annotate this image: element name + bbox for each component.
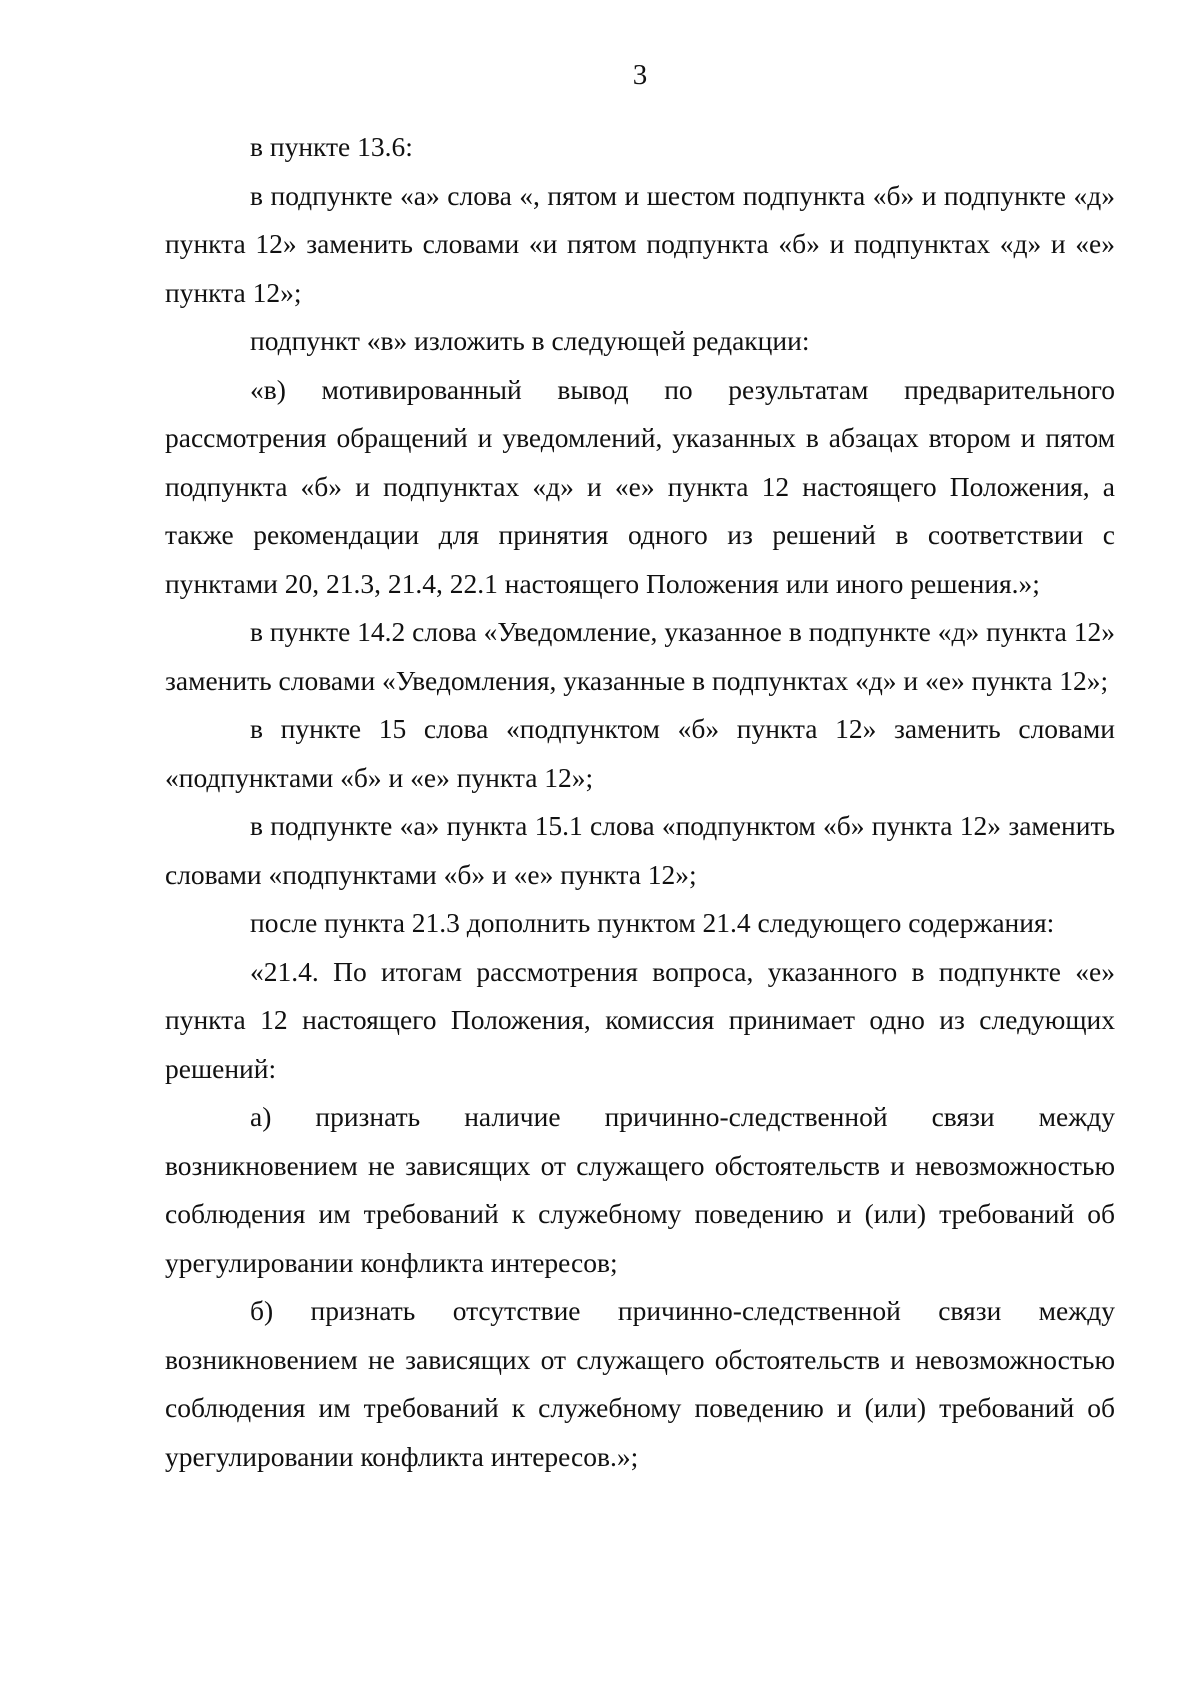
paragraph-subpoint-a: в подпункте «а» слова «, пятом и шестом подпункта «б» и подпункте «д» пункта 12» заменить словами «и пятом подпункта «б» и подпунктах «д» и «е» пункта 12»;	[165, 179, 1115, 308]
paragraph-subpoint-v-text: «в) мотивированный вывод по результатам предварительного рассмотрения обращений и уведомлений, указанных в абзацах втором и пятом подпункта «б» и подпунктах «д» и «е» пункта 12 настоящего Положения, а также рекомендации для принятия одного из решений в соответствии с пунктами 20, 21.3, 21.4, 22.1 настоящего Положения или иного решения.»;	[165, 373, 1115, 599]
paragraph-add-21-4-intro: после пункта 21.3 дополнить пунктом 21.4 следующего содержания:	[250, 907, 1055, 938]
paragraph-amend-13-6: в пункте 13.6:	[250, 131, 413, 162]
paragraph-21-4-text: «21.4. По итогам рассмотрения вопроса, указанного в подпункте «е» пункта 12 настоящего Положения, комиссия принимает одно из следующих решений:	[165, 955, 1115, 1084]
page-number: 3	[632, 59, 648, 91]
document-body	[165, 123, 1115, 1481]
paragraph-amend-14-2: в пункте 14.2 слова «Уведомление, указанное в подпункте «д» пункта 12» заменить словами «Уведомления, указанные в подпунктах «д» и «е» пункта 12»;	[165, 616, 1115, 696]
paragraph-decision-a: а) признать наличие причинно-следственной связи между возникновением не зависящих от служащего обстоятельств и невозможностью соблюдения им требований к служебному поведению и (или) требований об урегулировании конфликта интересов;	[165, 1101, 1115, 1278]
paragraph-decision-b: б) признать отсутствие причинно-следственной связи между возникновением не зависящих от служащего обстоятельств и невозможностью соблюдения им требований к служебному поведению и (или) требований об урегулировании конфликта интересов.»;	[165, 1295, 1115, 1472]
paragraph-subpoint-v-intro: подпункт «в» изложить в следующей редакции:	[250, 325, 810, 356]
paragraph-amend-15: в пункте 15 слова «подпунктом «б» пункта 12» заменить словами «подпунктами «б» и «е» пункта 12»;	[165, 713, 1115, 793]
paragraph-amend-15-1: в подпункте «а» пункта 15.1 слова «подпунктом «б» пункта 12» заменить словами «подпунктами «б» и «е» пункта 12»;	[165, 810, 1115, 890]
